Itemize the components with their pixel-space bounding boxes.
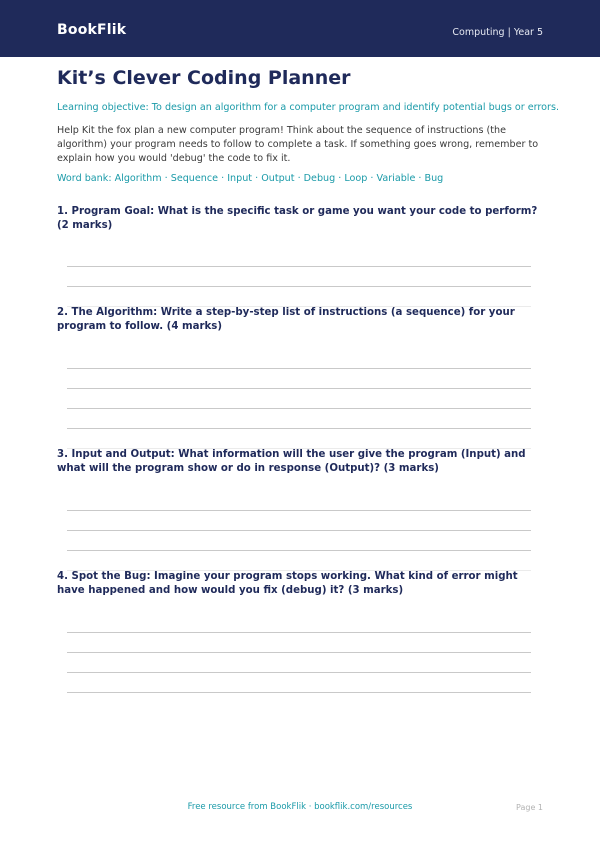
answer-line[interactable] bbox=[67, 672, 531, 673]
answer-line[interactable] bbox=[67, 388, 531, 389]
question-2: 2. The Algorithm: Write a step-by-step list of instructions (a sequence) for your program to follow. (4 marks) bbox=[57, 307, 515, 332]
answer-line[interactable] bbox=[67, 652, 531, 653]
question-4: 4. Spot the Bug: Imagine your program stops working. What kind of error might have happened and how would you fix (debug) it? (3 marks) bbox=[57, 571, 518, 596]
answer-line[interactable] bbox=[67, 408, 531, 409]
brand-logo: BookFlik bbox=[57, 22, 127, 38]
intro-text: Help Kit the fox plan a new computer program! Think about the sequence of instructions (the algorithm) your program needs to follow to complete a task. If something goes wrong, remember to explain how you would 'debug' the code to fix it. bbox=[57, 125, 539, 164]
learning-objective: Learning objective: To design an algorithm for a computer program and identify potential bugs or errors. bbox=[57, 102, 560, 113]
page-title: Kit’s Clever Coding Planner bbox=[57, 67, 351, 89]
answer-line[interactable] bbox=[67, 368, 531, 369]
word-bank: Word bank: Algorithm · Sequence · Input · Output · Debug · Loop · Variable · Bug bbox=[57, 173, 444, 184]
answer-line[interactable] bbox=[67, 632, 531, 633]
question-1: 1. Program Goal: What is the specific task or game you want your code to perform? (2 marks) bbox=[57, 206, 538, 231]
subject-year: Computing | Year 5 bbox=[452, 27, 543, 38]
answer-line[interactable] bbox=[67, 428, 531, 429]
answer-line[interactable] bbox=[67, 692, 531, 693]
question-3: 3. Input and Output: What information will the user give the program (Input) and what will the program show or do in response (Output)? (3 marks) bbox=[57, 449, 526, 474]
footer-link[interactable]: Free resource from BookFlik · bookflik.com/resources bbox=[187, 802, 413, 812]
page-number: Page 1 bbox=[516, 803, 543, 812]
answer-line[interactable] bbox=[67, 286, 531, 287]
answer-line[interactable] bbox=[67, 510, 531, 511]
answer-line[interactable] bbox=[67, 550, 531, 551]
answer-line[interactable] bbox=[67, 530, 531, 531]
answer-line[interactable] bbox=[67, 266, 531, 267]
page-header bbox=[0, 0, 600, 57]
